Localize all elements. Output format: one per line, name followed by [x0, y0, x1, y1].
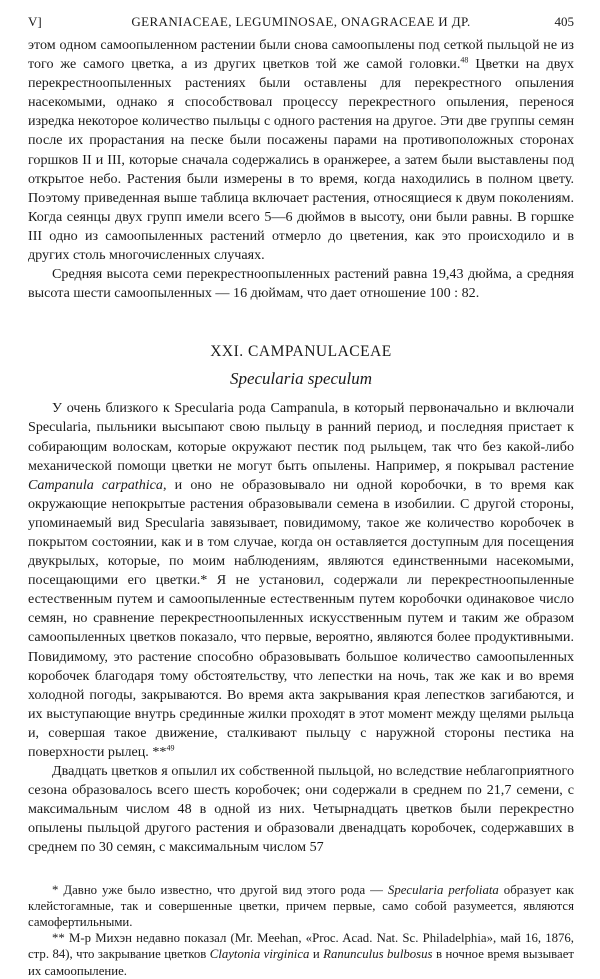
- body-paragraph-1: [28, 399, 574, 762]
- reference-48: 48: [460, 55, 469, 65]
- footnote-2-italic-1: Claytonia virginica: [209, 947, 310, 962]
- footnote-1: [28, 882, 574, 931]
- body-text-b: , и оно не образовывало ни одной коробочки, в то время как окружающие непокрытые растения образовывали семена в изобилии. С другой стороны, упоминаемый вид Specularia завязывает, повидимому, такое же количество коробочек в покрытом состоянии, как и в том случае, когда он оставляется доступным для посещения двукрылых, которые, по моим наблюдениям, являются единственными насекомыми, посещающими его цветки.: [28, 476, 574, 589]
- running-title: GERANIACEAE, LEGUMINOSAE, ONAGRACEAE И ДР.: [131, 14, 471, 29]
- footnotes: [28, 882, 574, 979]
- footnote-1-text-a: Давно уже было известно, что другой вид этого рода —: [63, 882, 388, 897]
- book-page: [28, 14, 574, 979]
- species-italic: Campanula carpathica: [28, 476, 163, 493]
- intro-paragraph-2: Средняя высота семи перекрестноопыленных растений равна 19,43 дюйма, а средняя высота шести самоопыленных — 16 дюймам, что дает отношение 100 : 82.: [28, 266, 574, 302]
- reference-49: 49: [166, 743, 175, 753]
- chapter-heading: XXI. CAMPANULACEAE: [210, 343, 392, 361]
- footnote-1-italic: Specularia perfoliata: [387, 882, 499, 897]
- footnote-2-text-b: в ночное время вызывает их самоопыление.: [28, 947, 575, 978]
- footnote-2-mark: **: [52, 931, 69, 946]
- intro-text-a: этом одном самоопыленном растении были снова самоопылены под сеткой пыльцой не из того же самого цветка, а из других цветков той же самой головки.: [28, 37, 574, 73]
- species-title: Specularia speculum: [229, 369, 373, 389]
- footnote-mark-1: *: [200, 572, 208, 589]
- footnote-1-text-b: образует как клейстогамные, так и совершенные цветки, причем первые, само собой разумеется, являются самофертильными.: [28, 882, 574, 929]
- footnote-mark-2: **: [148, 744, 167, 760]
- running-header: [28, 14, 574, 36]
- body-paragraph-2: Двадцать цветков я опылил их собственной пыльцой, но вследствие неблагоприятного сезона образовалось всего шесть коробочек; они содержали в среднем по 21,7 семени, с максимальным числом 48 в одной из них. Четырнадцать цветков были перекрестно опылены пыльцой другого растения и образовали двенадцать коробочек, содержавших в среднем по 30 семян, с максимальным числом 57: [28, 763, 574, 856]
- footnote-2: [28, 930, 574, 979]
- body-text-a: У очень близкого к Specularia рода Campanula, в который первоначально и включали Specularia, пыльники высыпают свою пыльцу в ранний период, и последняя пристает к собирающим волоскам, которые окружают пестик под рыльцем, так что без какой-либо механической помощи цветки не могут быть опылены. Например, я покрывал растение: [28, 400, 574, 474]
- page-number: 405: [554, 14, 574, 29]
- body-text-c: Я не установил, содержали ли перекрестноопыленные естественным путем и самоопыленные естественным путем коробочки одинаковое число семян, но сравнение перекрестноопыленных искусственным путем и таким же образом самоопыленных цветков показало, что первые, вероятно, являются более продуктивными. Повидимому, это растение способно образовывать большое количество самоопыленных коробочек благодаря тому обстоятельству, что лепестки на ночь, так же как и во время холодной погоды, закрываются. Во время акта закрывания края лепестков загибаются, и их выступающие внутрь срединные жилки проходят в этот момент между щелями рыльца и, совершая такое движение, сталкивают пыльцу с наружной стороны пестика на поверхности рылец.: [28, 572, 574, 760]
- intro-paragraph-1: [28, 36, 574, 265]
- footnote-2-mid: и: [309, 947, 324, 962]
- section-number: V]: [28, 14, 42, 29]
- footnote-2-italic-2: Ranunculus bulbosus: [323, 947, 433, 962]
- intro-text-b: Цветки на двух перекрестноопыленных растениях были оставлены для перекрестного опыления насекомыми, однако я способствовал процессу перекрестного опыления, перенося изредка некоторое количество пыльцы с одного растения на другое. Эти две группы семян после их прорастания на песке были посажены парами на противоположных сторонах горшков II и III, которые сначала содержались в оранжерее, а затем были выставлены под открытое небо. Растения были измерены в то время, когда находились в полном цвету. Поэтому приведенная выше таблица включает растения, относящиеся к двум поколениям. Когда сеянцы двух групп имели всего 5—6 дюймов в высоту, они были равны. В горшке III одно из самоопыленных растений отмерло до цветения, как это происходило и в других столь многочисленных случаях.: [28, 56, 574, 264]
- footnote-2-text-a: М-р Михэн недавно показал (Mr. Meehan, «Proc. Acad. Nat. Sc. Philadelphia», май 16, 1876, стр. 84), что закрывание цветков: [28, 931, 575, 962]
- footnote-1-mark: *: [52, 882, 64, 897]
